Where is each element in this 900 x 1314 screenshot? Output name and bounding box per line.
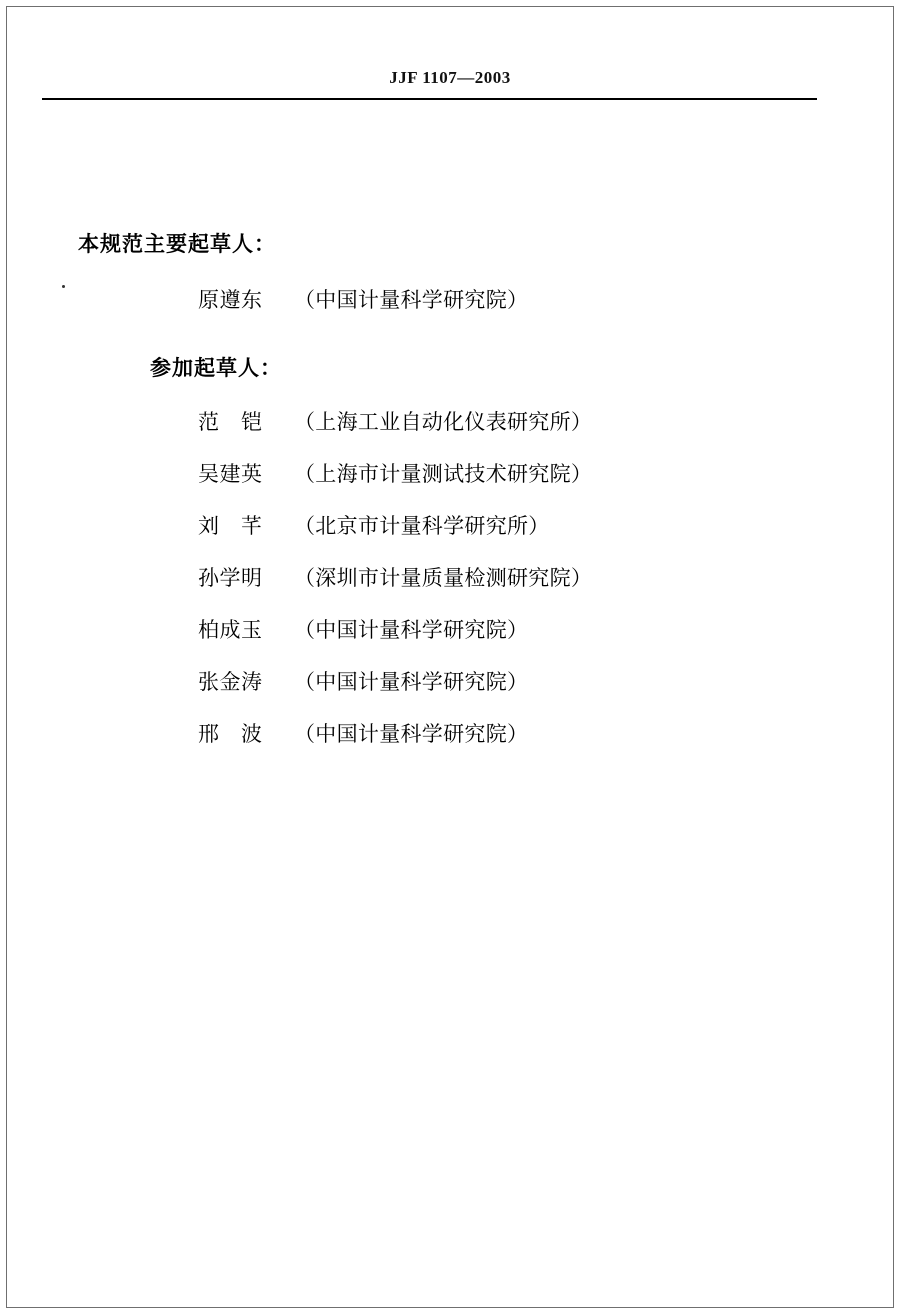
drafter-entry <box>78 284 838 314</box>
section-title-participating-drafters: 参加起草人： <box>150 357 282 380</box>
section-title-main-drafters: 本规范主要起草人： <box>78 233 276 256</box>
drafter-entry <box>78 510 838 540</box>
drafter-name: 邢 波 <box>198 723 263 746</box>
drafter-name: 吴建英 <box>198 463 263 486</box>
drafter-organization: （上海市计量测试技术研究院） <box>294 463 593 486</box>
drafter-entry <box>78 666 838 696</box>
drafter-organization: （上海工业自动化仪表研究所） <box>294 411 593 434</box>
drafter-entry <box>78 562 838 592</box>
drafter-entry <box>78 406 838 436</box>
drafter-entry <box>78 614 838 644</box>
drafter-name: 范 铠 <box>198 411 263 434</box>
stray-ink-dot <box>62 285 65 288</box>
page-content <box>78 228 838 770</box>
drafter-organization: （中国计量科学研究院） <box>294 619 529 642</box>
drafter-name: 刘 芊 <box>198 515 263 538</box>
drafter-name: 张金涛 <box>198 671 263 694</box>
drafter-organization: （中国计量科学研究院） <box>294 671 529 694</box>
drafter-organization: （中国计量科学研究院） <box>294 289 529 312</box>
page-header: JJF 1107—2003 <box>389 68 511 87</box>
drafter-name: 原遵东 <box>198 289 263 312</box>
drafter-organization: （深圳市计量质量检测研究院） <box>294 567 593 590</box>
header-divider <box>42 98 817 100</box>
drafter-organization: （北京市计量科学研究所） <box>294 515 550 538</box>
drafter-name: 柏成玉 <box>198 619 263 642</box>
drafter-name: 孙学明 <box>198 567 263 590</box>
drafter-entry <box>78 458 838 488</box>
drafter-organization: （中国计量科学研究院） <box>294 723 529 746</box>
drafter-entry <box>78 718 838 748</box>
